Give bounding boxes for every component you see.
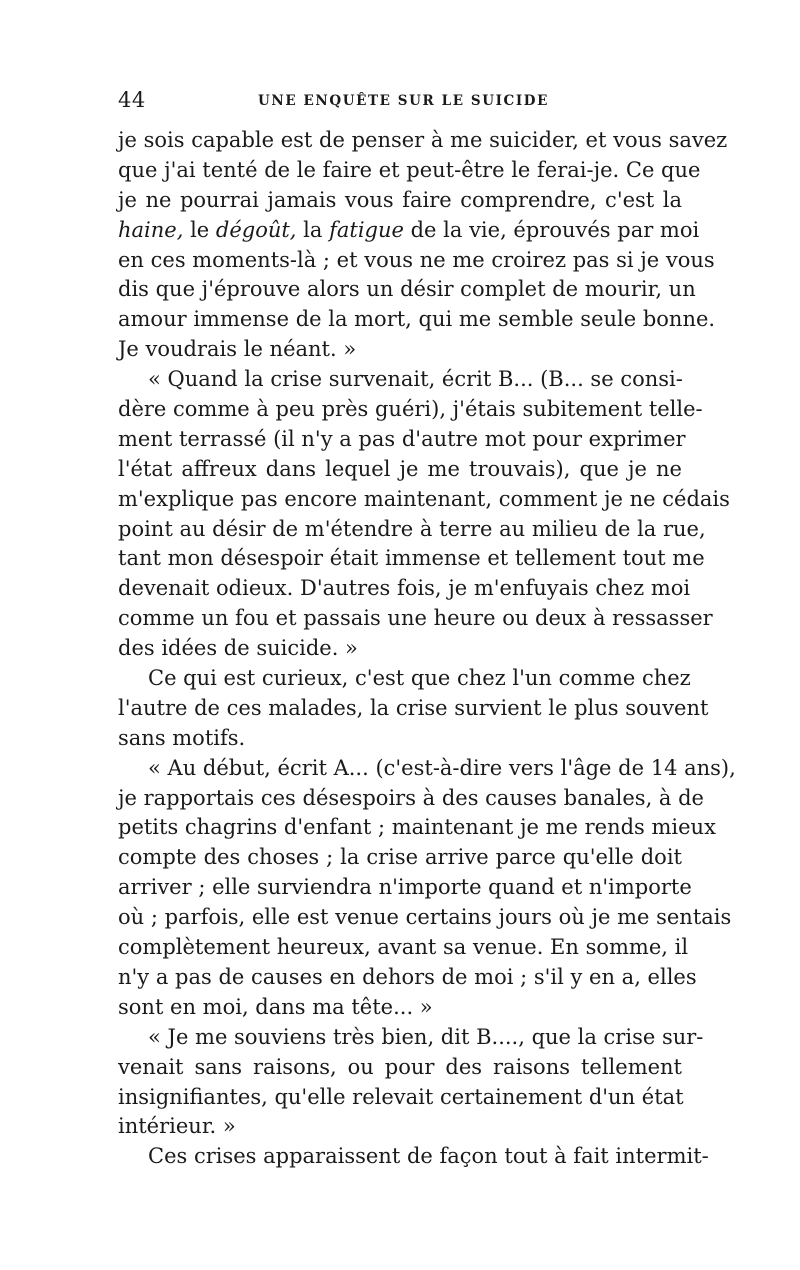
text-line: arriver ; elle surviendra n'importe quand et n'importe bbox=[118, 875, 692, 900]
text-line: comme un fou et passais une heure ou deux à ressasser bbox=[118, 606, 713, 631]
text-line: « Quand la crise survenait, écrit B... (B... se consi- bbox=[148, 367, 683, 392]
italic-word: haine, bbox=[118, 217, 184, 242]
text-line: que j'ai tenté de le faire et peut-être le ferai-je. Ce que bbox=[118, 157, 701, 182]
text-line: petits chagrins d'enfant ; maintenant je me rends mieux bbox=[118, 815, 716, 840]
text-line: m'explique pas encore maintenant, comment je ne cédais bbox=[118, 486, 730, 511]
text-line: dère comme à peu près guéri), j'étais subitement telle- bbox=[118, 397, 703, 422]
text-line: je sois capable est de penser à me suicider, et vous savez bbox=[118, 128, 728, 152]
text-line: venait sans raisons, ou pour des raisons tellement bbox=[118, 1054, 682, 1079]
text-line: des idées de suicide. » bbox=[118, 636, 358, 661]
running-head bbox=[118, 88, 682, 124]
page-number: 44 bbox=[118, 88, 146, 112]
text-line: Je voudrais le néant. » bbox=[118, 337, 357, 362]
body-text bbox=[118, 126, 736, 1172]
text-line: où ; parfois, elle est venue certains jours où je me sentais bbox=[118, 905, 732, 930]
text-line: tant mon désespoir était immense et tellement tout me bbox=[118, 546, 705, 571]
text-line bbox=[118, 216, 700, 246]
text-line: insignifiantes, qu'elle relevait certainement d'un état bbox=[118, 1084, 684, 1109]
text-run: la bbox=[296, 217, 330, 242]
text-line: en ces moments-là ; et vous ne me croirez pas si je vous bbox=[118, 247, 715, 272]
italic-word: dégoût, bbox=[215, 217, 297, 242]
text-line: intérieur. » bbox=[118, 1114, 236, 1139]
text-line: l'autre de ces malades, la crise survient le plus souvent bbox=[118, 695, 709, 720]
book-page bbox=[118, 88, 736, 1172]
text-line: Ce qui est curieux, c'est que chez l'un comme chez bbox=[148, 666, 691, 691]
text-line: Ces crises apparaissent de façon tout à fait intermit- bbox=[148, 1144, 709, 1169]
text-line: sans motifs. bbox=[118, 725, 246, 750]
text-line: sont en moi, dans ma tête... » bbox=[118, 994, 433, 1019]
text-line: complètement heureux, avant sa venue. En somme, il bbox=[118, 935, 689, 960]
text-line: ment terrassé (il n'y a pas d'autre mot pour exprimer bbox=[118, 426, 686, 451]
text-line: compte des choses ; la crise arrive parce qu'elle doit bbox=[118, 845, 682, 870]
italic-word: fatigue bbox=[329, 217, 404, 242]
text-line: amour immense de la mort, qui me semble seule bonne. bbox=[118, 307, 716, 332]
text-line: dis que j'éprouve alors un désir complet de mourir, un bbox=[118, 277, 696, 302]
text-line: « Je me souviens très bien, dit B...., que la crise sur- bbox=[148, 1024, 704, 1049]
running-title: UNE ENQUÊTE SUR LE SUICIDE bbox=[258, 93, 550, 109]
text-line: point au désir de m'étendre à terre au milieu de la rue, bbox=[118, 516, 706, 541]
text-line: n'y a pas de causes en dehors de moi ; s'il y en a, elles bbox=[118, 964, 697, 989]
text-line: je ne pourrai jamais vous faire comprendre, c'est la bbox=[118, 187, 682, 212]
text-line: devenait odieux. D'autres fois, je m'enfuyais chez moi bbox=[118, 576, 691, 601]
text-line: l'état affreux dans lequel je me trouvais), que je ne bbox=[118, 456, 682, 481]
text-run: le bbox=[183, 217, 216, 242]
text-line: je rapportais ces désespoirs à des causes banales, à de bbox=[118, 785, 704, 810]
text-run: de la vie, éprouvés par moi bbox=[403, 217, 700, 242]
text-line: « Au début, écrit A... (c'est-à-dire vers l'âge de 14 ans), bbox=[148, 755, 736, 780]
